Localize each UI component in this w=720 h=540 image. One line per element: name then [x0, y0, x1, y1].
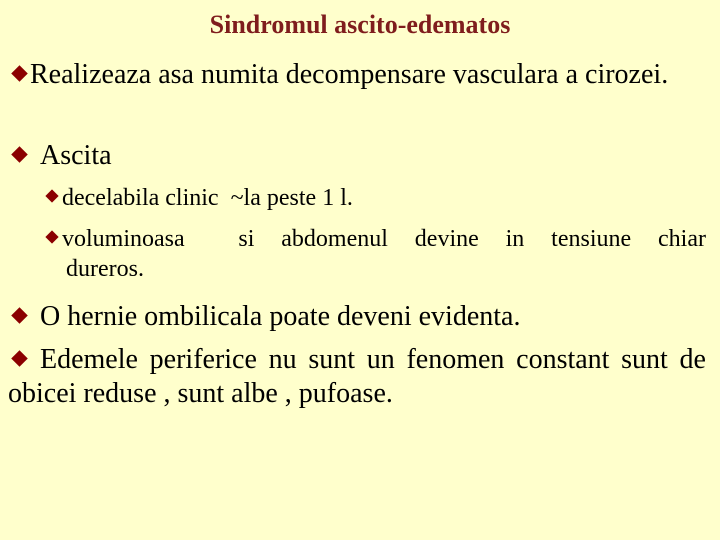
- bullet-text: Realizeaza asa numita decompensare vasculara a cirozei.: [30, 59, 669, 90]
- bullet-text: O hernie ombilicala poate deveni evidenta.: [40, 301, 521, 332]
- slide-title: Sindromul ascito-edematos: [209, 10, 511, 39]
- bullet-item-ascita: [8, 139, 706, 173]
- diamond-bullet-icon: [12, 66, 27, 81]
- sub-bullet-item-decelabila: [44, 183, 706, 213]
- sub-bullet-item-voluminoasa: [44, 224, 706, 284]
- diamond-bullet-icon: [46, 231, 58, 243]
- sub-bullet-continuation: dureros.: [66, 256, 144, 282]
- diamond-bullet-icon: [12, 147, 27, 162]
- bullet-item-hernie: [8, 300, 706, 334]
- bullet-text: Edemele periferice nu sunt un fenomen constant sunt de obicei reduse , sunt albe , pufoase.: [8, 344, 706, 409]
- sub-bullet-text: voluminoasa si abdomenul devine in tensiune chiar: [62, 226, 706, 252]
- bullet-text: Ascita: [40, 140, 112, 171]
- bullet-item-decompensation: [8, 58, 706, 92]
- bullet-item-edeme: [8, 343, 706, 411]
- sub-bullet-text: decelabila clinic ~la peste 1 l.: [62, 185, 353, 211]
- diamond-bullet-icon: [12, 308, 27, 323]
- diamond-bullet-icon: [46, 190, 58, 202]
- diamond-bullet-icon: [12, 351, 27, 366]
